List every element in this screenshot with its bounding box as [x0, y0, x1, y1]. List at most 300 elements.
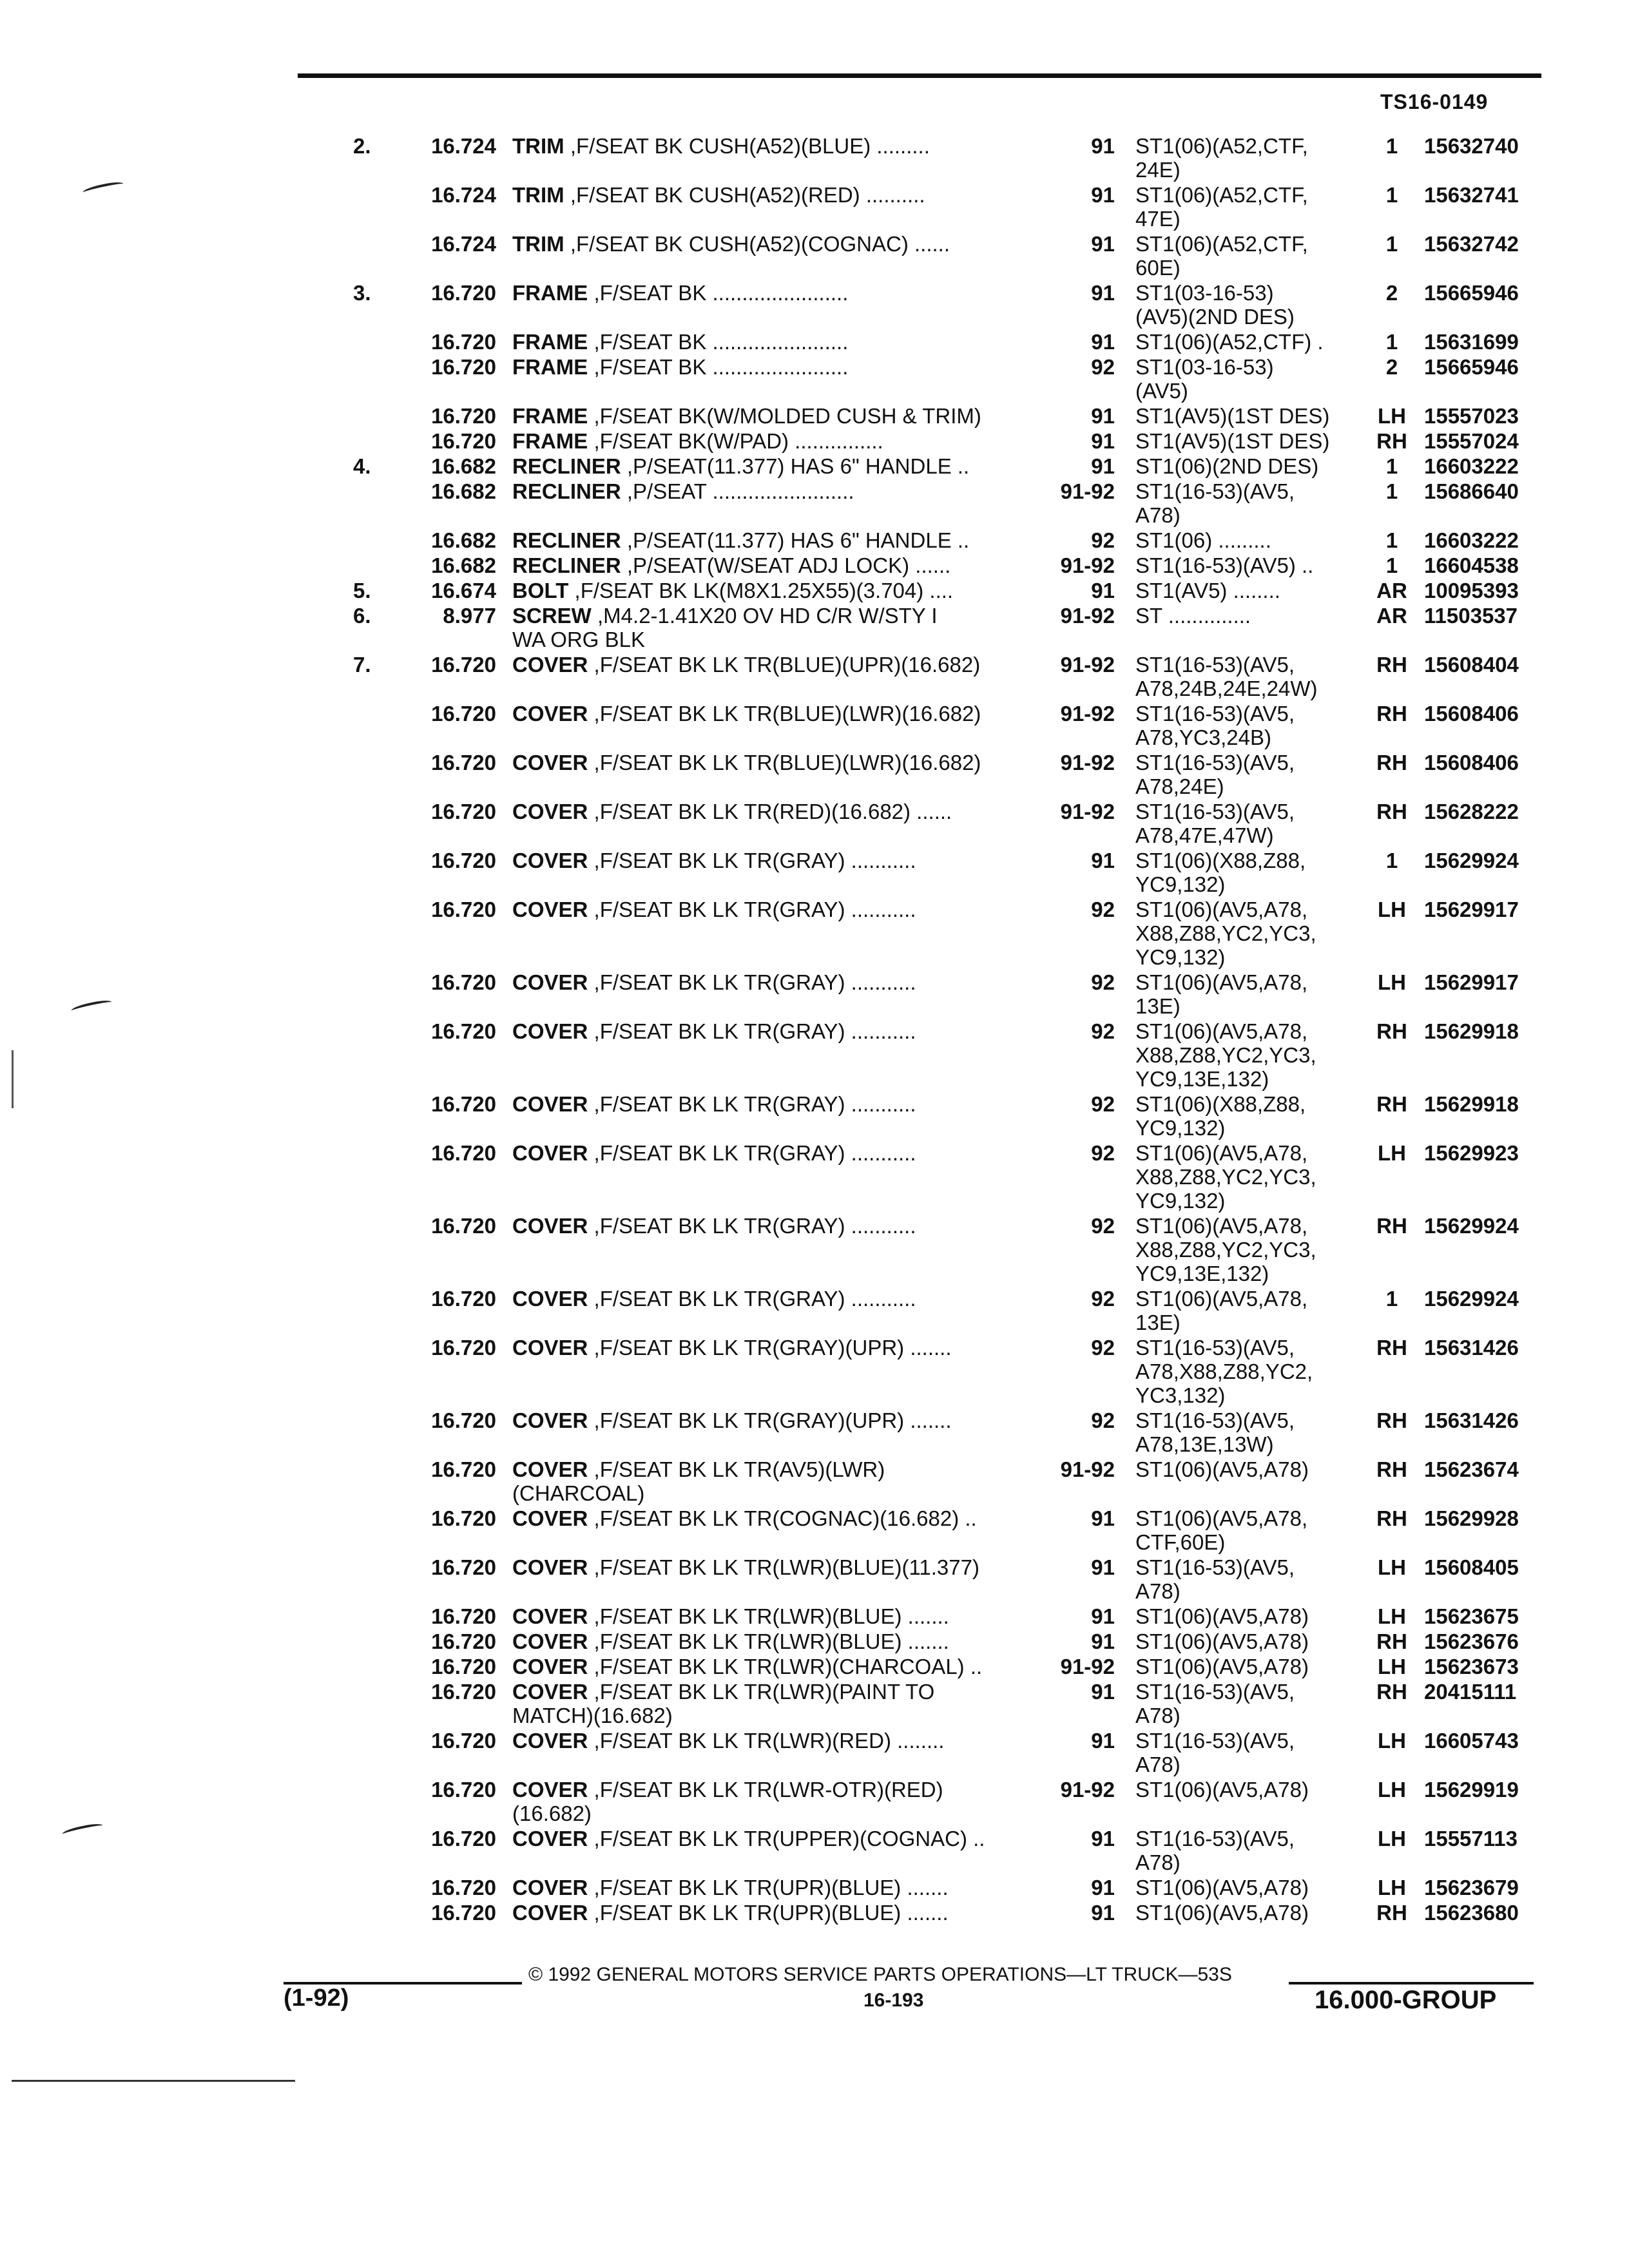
usage-continuation: 47E) [1135, 207, 1181, 231]
description-continuation: (16.682) [512, 1802, 592, 1825]
model-usage [1135, 1778, 1361, 1802]
part-description [512, 1827, 1047, 1850]
description-text: ,F/SEAT BK LK TR(GRAY) ........... [588, 1019, 916, 1043]
part-number: 15629918 [1424, 1019, 1519, 1043]
model-usage [1135, 454, 1361, 478]
group-number: 16.720 [431, 1629, 496, 1653]
margin-mark [82, 180, 124, 196]
part-description [512, 751, 1047, 774]
usage-continuation: A78) [1135, 1850, 1181, 1874]
model-year: 91 [1091, 1901, 1115, 1925]
usage-continuation: YC9,132) [1135, 872, 1226, 896]
part-description [512, 653, 1047, 677]
usage-text: ST1(06)(AV5,A78) [1135, 1457, 1309, 1481]
part-number: 15631699 [1424, 330, 1519, 354]
group-number: 16.724 [431, 183, 496, 207]
part-number: 15629928 [1424, 1506, 1519, 1530]
part-number: 15665946 [1424, 281, 1519, 305]
part-number: 16605743 [1424, 1729, 1519, 1753]
part-number: 15623679 [1424, 1876, 1519, 1899]
part-keyword: COVER [512, 1680, 588, 1704]
quantity: RH [1376, 1457, 1407, 1481]
usage-text: ST1(06)(AV5,A78, [1135, 1214, 1308, 1238]
usage-text: ST1(06)(AV5,A78) [1135, 1655, 1309, 1678]
group-number: 16.674 [431, 579, 496, 602]
model-year: 91 [1091, 849, 1115, 872]
description-continuation: WA ORG BLK [512, 628, 645, 651]
model-year: 91-92 [1060, 653, 1115, 677]
part-keyword: FRAME [512, 355, 588, 379]
description-text: ,F/SEAT BK ....................... [588, 281, 849, 305]
group-number: 16.720 [431, 1729, 496, 1753]
model-usage [1135, 330, 1361, 354]
part-number: 15608406 [1424, 751, 1519, 774]
usage-continuation: (AV5) [1135, 379, 1188, 403]
quantity: LH [1378, 1655, 1406, 1678]
description-text: ,F/SEAT BK CUSH(A52)(BLUE) ......... [564, 134, 930, 158]
model-year: 91 [1091, 1629, 1115, 1653]
model-usage [1135, 134, 1361, 182]
group-number: 16.720 [431, 1457, 496, 1481]
usage-text: ST1(06)(X88,Z88, [1135, 1092, 1306, 1116]
quantity: AR [1376, 604, 1407, 628]
usage-text: ST1(16-53)(AV5, [1135, 1408, 1295, 1432]
usage-text: ST1(03-16-53) [1135, 281, 1274, 305]
part-keyword: RECLINER [512, 454, 621, 478]
part-number: 15623676 [1424, 1629, 1519, 1653]
description-text: ,F/SEAT BK LK TR(GRAY)(UPR) ....... [588, 1336, 952, 1360]
part-keyword: COVER [512, 970, 588, 994]
usage-continuation: A78,47E,47W) [1135, 823, 1274, 847]
usage-text: ST1(16-53)(AV5, [1135, 1555, 1295, 1579]
usage-text: ST1(06)(AV5,A78, [1135, 970, 1308, 994]
usage-text: ST1(06)(AV5,A78, [1135, 1506, 1308, 1530]
part-keyword: COVER [512, 1778, 588, 1802]
part-description [512, 1408, 1047, 1432]
description-text: ,F/SEAT BK LK TR(UPR)(BLUE) ....... [588, 1901, 949, 1925]
model-usage [1135, 579, 1361, 602]
usage-continuation: YC9,132) [1135, 1189, 1226, 1213]
part-description [512, 579, 1047, 602]
description-text: ,F/SEAT BK LK TR(COGNAC)(16.682) .. [588, 1506, 977, 1530]
description-text: ,F/SEAT BK LK TR(LWR)(PAINT TO [588, 1680, 935, 1704]
group-number: 16.720 [431, 1555, 496, 1579]
model-year: 91 [1091, 1555, 1115, 1579]
usage-text: ST1(06)(AV5,A78) [1135, 1629, 1309, 1653]
model-year: 91 [1091, 579, 1115, 602]
part-number: 10095393 [1424, 579, 1519, 602]
description-continuation: (CHARCOAL) [512, 1481, 645, 1505]
model-year: 92 [1091, 1141, 1115, 1165]
part-number: 15629924 [1424, 849, 1519, 872]
usage-continuation: A78,24B,24E,24W) [1135, 677, 1318, 700]
model-usage [1135, 1901, 1361, 1925]
model-usage [1135, 404, 1361, 428]
usage-continuation: YC9,13E,132) [1135, 1262, 1269, 1285]
model-year: 91-92 [1060, 1778, 1115, 1802]
quantity: 1 [1385, 1287, 1398, 1311]
usage-continuation: A78) [1135, 1753, 1181, 1776]
usage-text: ST1(AV5)(1ST DES) [1135, 404, 1330, 428]
usage-text: ST1(06)(AV5,A78, [1135, 898, 1308, 921]
model-year: 91 [1091, 1876, 1115, 1899]
part-description [512, 281, 1047, 305]
item-number: 6. [353, 604, 371, 628]
usage-continuation: A78,X88,Z88,YC2, [1135, 1360, 1313, 1383]
quantity: RH [1376, 800, 1407, 823]
quantity: 1 [1385, 849, 1398, 872]
part-number: 15623680 [1424, 1901, 1519, 1925]
margin-tick [12, 1050, 14, 1108]
model-usage [1135, 1680, 1361, 1727]
footer-group: 16.000-GROUP [1315, 1986, 1497, 2014]
part-keyword: COVER [512, 1901, 588, 1925]
part-keyword: TRIM [512, 232, 564, 256]
part-description [512, 800, 1047, 823]
part-keyword: BOLT [512, 579, 569, 602]
part-description [512, 1019, 1047, 1043]
model-usage [1135, 1019, 1361, 1091]
part-keyword: FRAME [512, 404, 588, 428]
model-usage [1135, 355, 1361, 403]
group-number: 16.720 [431, 1092, 496, 1116]
part-number: 15623675 [1424, 1604, 1519, 1628]
quantity: 2 [1385, 281, 1398, 305]
group-number: 16.720 [431, 281, 496, 305]
quantity: LH [1378, 1778, 1406, 1802]
part-description [512, 1555, 1047, 1579]
model-year: 92 [1091, 970, 1115, 994]
model-usage [1135, 1827, 1361, 1874]
part-description [512, 702, 1047, 726]
quantity: LH [1378, 404, 1406, 428]
usage-continuation: YC3,132) [1135, 1383, 1226, 1407]
group-number: 16.720 [431, 404, 496, 428]
model-usage [1135, 232, 1361, 280]
group-number: 16.720 [431, 702, 496, 726]
quantity: 1 [1385, 330, 1398, 354]
quantity: 1 [1385, 528, 1398, 552]
usage-continuation: X88,Z88,YC2,YC3, [1135, 1165, 1316, 1189]
description-text: ,F/SEAT BK LK TR(LWR)(BLUE) ....... [588, 1629, 949, 1653]
usage-continuation: A78,13E,13W) [1135, 1432, 1274, 1456]
footer-date-code: (1-92) [284, 1984, 349, 2012]
model-usage [1135, 1141, 1361, 1213]
margin-mark [61, 1821, 103, 1838]
usage-text: ST1(06)(A52,CTF, [1135, 134, 1308, 158]
part-keyword: COVER [512, 1019, 588, 1043]
model-usage [1135, 1629, 1361, 1653]
group-number: 16.724 [431, 134, 496, 158]
model-usage [1135, 1092, 1361, 1140]
part-keyword: FRAME [512, 330, 588, 354]
part-description [512, 134, 1047, 158]
part-description [512, 479, 1047, 503]
group-number: 16.720 [431, 970, 496, 994]
part-keyword: COVER [512, 849, 588, 872]
part-number: 15557024 [1424, 429, 1519, 453]
quantity: RH [1376, 1019, 1407, 1043]
model-year: 92 [1091, 1408, 1115, 1432]
part-number: 15629924 [1424, 1287, 1519, 1311]
usage-text: ST1(16-53)(AV5, [1135, 1680, 1295, 1704]
usage-continuation: YC9,132) [1135, 1116, 1226, 1140]
part-number: 15629917 [1424, 970, 1519, 994]
part-keyword: COVER [512, 1287, 588, 1311]
part-number: 16603222 [1424, 454, 1519, 478]
model-year: 92 [1091, 528, 1115, 552]
usage-text: ST1(16-53)(AV5, [1135, 479, 1295, 503]
model-year: 91 [1091, 1604, 1115, 1628]
model-year: 92 [1091, 1019, 1115, 1043]
model-year: 91 [1091, 404, 1115, 428]
model-usage [1135, 429, 1361, 453]
group-number: 16.720 [431, 1408, 496, 1432]
usage-continuation: X88,Z88,YC2,YC3, [1135, 1238, 1316, 1262]
part-keyword: COVER [512, 1408, 588, 1432]
part-number: 15608405 [1424, 1555, 1519, 1579]
part-number: 15629923 [1424, 1141, 1519, 1165]
model-year: 92 [1091, 355, 1115, 379]
part-description [512, 898, 1047, 921]
part-description [512, 1457, 1047, 1505]
usage-text: ST1(16-53)(AV5, [1135, 1729, 1295, 1753]
model-usage [1135, 1876, 1361, 1899]
group-number: 16.720 [431, 1141, 496, 1165]
part-number: 15631426 [1424, 1408, 1519, 1432]
part-number: 15608404 [1424, 653, 1519, 677]
part-description [512, 1287, 1047, 1311]
description-text: ,F/SEAT BK LK TR(UPR)(BLUE) ....... [588, 1876, 949, 1899]
part-number: 15628222 [1424, 800, 1519, 823]
model-year: 91 [1091, 1680, 1115, 1704]
model-year: 92 [1091, 1214, 1115, 1238]
usage-continuation: A78,YC3,24B) [1135, 726, 1271, 749]
usage-continuation: A78) [1135, 1579, 1181, 1603]
usage-text: ST1(06)(X88,Z88, [1135, 849, 1306, 872]
quantity: 1 [1385, 134, 1398, 158]
quantity: RH [1376, 1336, 1407, 1360]
part-number: 16603222 [1424, 528, 1519, 552]
usage-text: ST1(06)(AV5,A78, [1135, 1019, 1308, 1043]
group-number: 16.720 [431, 1778, 496, 1802]
part-keyword: RECLINER [512, 553, 621, 577]
usage-text: ST1(06)(A52,CTF, [1135, 183, 1308, 207]
usage-text: ST1(16-53)(AV5) .. [1135, 553, 1314, 577]
model-year: 92 [1091, 1287, 1115, 1311]
quantity: LH [1378, 970, 1406, 994]
part-description [512, 1336, 1047, 1360]
quantity: LH [1378, 898, 1406, 921]
usage-text: ST1(06)(AV5,A78, [1135, 1287, 1308, 1311]
part-keyword: COVER [512, 1506, 588, 1530]
group-number: 16.720 [431, 1506, 496, 1530]
description-text: ,F/SEAT BK(W/MOLDED CUSH & TRIM) [588, 404, 981, 428]
part-keyword: COVER [512, 1457, 588, 1481]
usage-text: ST1(AV5) ........ [1135, 579, 1280, 602]
quantity: 2 [1385, 355, 1398, 379]
description-text: ,F/SEAT BK LK TR(GRAY) ........... [588, 898, 916, 921]
part-keyword: FRAME [512, 429, 588, 453]
model-usage [1135, 1655, 1361, 1678]
description-text: ,F/SEAT BK LK TR(GRAY) ........... [588, 970, 916, 994]
group-number: 16.720 [431, 1655, 496, 1678]
part-keyword: RECLINER [512, 479, 621, 503]
model-usage [1135, 970, 1361, 1018]
quantity: LH [1378, 1555, 1406, 1579]
description-text: ,F/SEAT BK LK TR(BLUE)(LWR)(16.682) [588, 702, 981, 726]
group-number: 16.720 [431, 1336, 496, 1360]
quantity: 1 [1385, 232, 1398, 256]
group-number: 16.682 [431, 528, 496, 552]
model-year: 91-92 [1060, 1457, 1115, 1481]
usage-text: ST1(06)(A52,CTF, [1135, 232, 1308, 256]
description-text: ,F/SEAT BK LK TR(GRAY) ........... [588, 1287, 916, 1311]
group-number: 16.720 [431, 751, 496, 774]
model-year: 91-92 [1060, 479, 1115, 503]
part-description [512, 330, 1047, 354]
quantity: RH [1376, 1680, 1407, 1704]
model-usage [1135, 1506, 1361, 1554]
model-usage [1135, 1729, 1361, 1776]
part-description [512, 232, 1047, 256]
part-number: 20415111 [1424, 1680, 1517, 1704]
model-year: 91-92 [1060, 553, 1115, 577]
part-description [512, 1655, 1047, 1678]
part-description [512, 429, 1047, 453]
quantity: RH [1376, 1092, 1407, 1116]
part-keyword: COVER [512, 1629, 588, 1653]
group-number: 16.682 [431, 454, 496, 478]
model-year: 91 [1091, 183, 1115, 207]
description-text: ,F/SEAT BK LK TR(AV5)(LWR) [588, 1457, 885, 1481]
part-description [512, 404, 1047, 428]
description-text: ,P/SEAT(11.377) HAS 6" HANDLE .. [621, 528, 970, 552]
part-keyword: COVER [512, 751, 588, 774]
quantity: LH [1378, 1729, 1406, 1753]
model-usage [1135, 849, 1361, 896]
part-keyword: COVER [512, 653, 588, 677]
usage-text: ST1(06)(AV5,A78) [1135, 1778, 1309, 1802]
part-number: 15608406 [1424, 702, 1519, 726]
quantity: 1 [1385, 183, 1398, 207]
usage-text: ST1(AV5)(1ST DES) [1135, 429, 1330, 453]
part-keyword: TRIM [512, 183, 564, 207]
description-text: ,P/SEAT(11.377) HAS 6" HANDLE .. [621, 454, 970, 478]
part-keyword: COVER [512, 1827, 588, 1850]
part-number: 15629924 [1424, 1214, 1519, 1238]
part-description [512, 1680, 1047, 1727]
group-number: 16.720 [431, 1876, 496, 1899]
footer-page-number: 16-193 [863, 1990, 924, 2011]
part-description [512, 1604, 1047, 1628]
part-keyword: COVER [512, 1336, 588, 1360]
model-usage [1135, 553, 1361, 577]
model-usage [1135, 1408, 1361, 1456]
description-text: ,F/SEAT BK LK TR(GRAY) ........... [588, 1092, 916, 1116]
group-number: 16.720 [431, 1827, 496, 1850]
usage-continuation: A78) [1135, 503, 1181, 527]
description-text: ,P/SEAT ........................ [621, 479, 854, 503]
part-keyword: COVER [512, 898, 588, 921]
usage-continuation: CTF,60E) [1135, 1530, 1226, 1554]
item-number: 2. [353, 134, 371, 158]
usage-continuation: A78,24E) [1135, 774, 1224, 798]
model-year: 91-92 [1060, 604, 1115, 628]
part-keyword: COVER [512, 1655, 588, 1678]
model-year: 91 [1091, 134, 1115, 158]
part-keyword: COVER [512, 1555, 588, 1579]
description-continuation: MATCH)(16.682) [512, 1704, 673, 1727]
usage-text: ST1(16-53)(AV5, [1135, 653, 1295, 677]
part-description [512, 970, 1047, 994]
description-text: ,F/SEAT BK(W/PAD) ............... [588, 429, 883, 453]
model-usage [1135, 479, 1361, 527]
quantity: LH [1378, 1141, 1406, 1165]
description-text: ,F/SEAT BK LK TR(GRAY) ........... [588, 1141, 916, 1165]
model-year: 91 [1091, 281, 1115, 305]
usage-continuation: A78) [1135, 1704, 1181, 1727]
quantity: RH [1376, 1506, 1407, 1530]
part-description [512, 1629, 1047, 1653]
part-number: 15629919 [1424, 1778, 1519, 1802]
item-number: 3. [353, 281, 371, 305]
group-number: 16.720 [431, 1901, 496, 1925]
model-usage [1135, 702, 1361, 749]
model-year: 91-92 [1060, 1655, 1115, 1678]
footer-copyright: © 1992 GENERAL MOTORS SERVICE PARTS OPERATIONS—LT TRUCK—53S [528, 1964, 1232, 1985]
usage-text: ST1(06)(AV5,A78) [1135, 1876, 1309, 1899]
quantity: LH [1378, 1604, 1406, 1628]
model-usage [1135, 751, 1361, 798]
part-description [512, 1901, 1047, 1925]
quantity: RH [1376, 1214, 1407, 1238]
description-text: ,M4.2-1.41X20 OV HD C/R W/STY I [591, 604, 938, 628]
part-number: 15632741 [1424, 183, 1519, 207]
part-number: 15631426 [1424, 1336, 1519, 1360]
group-number: 16.720 [431, 800, 496, 823]
group-number: 16.720 [431, 1680, 496, 1704]
description-text: ,F/SEAT BK LK TR(UPPER)(COGNAC) .. [588, 1827, 985, 1850]
description-text: ,F/SEAT BK LK TR(LWR-OTR)(RED) [588, 1778, 943, 1802]
model-year: 92 [1091, 1092, 1115, 1116]
model-usage [1135, 1336, 1361, 1407]
usage-continuation: 24E) [1135, 158, 1181, 182]
group-number: 16.720 [431, 898, 496, 921]
part-keyword: COVER [512, 1604, 588, 1628]
quantity: AR [1376, 579, 1407, 602]
item-number: 4. [353, 454, 371, 478]
model-usage [1135, 281, 1361, 329]
group-number: 16.724 [431, 232, 496, 256]
description-text: ,F/SEAT BK LK TR(GRAY) ........... [588, 1214, 916, 1238]
model-year: 92 [1091, 898, 1115, 921]
part-keyword: COVER [512, 1876, 588, 1899]
part-description [512, 1778, 1047, 1825]
quantity: RH [1376, 1629, 1407, 1653]
model-usage [1135, 1457, 1361, 1481]
description-text: ,F/SEAT BK CUSH(A52)(COGNAC) ...... [564, 232, 950, 256]
usage-continuation: X88,Z88,YC2,YC3, [1135, 921, 1316, 945]
part-keyword: COVER [512, 1214, 588, 1238]
model-year: 91 [1091, 330, 1115, 354]
quantity: LH [1378, 1876, 1406, 1899]
model-year: 91-92 [1060, 800, 1115, 823]
description-text: ,F/SEAT BK LK TR(GRAY)(UPR) ....... [588, 1408, 952, 1432]
usage-continuation: YC9,13E,132) [1135, 1067, 1269, 1091]
part-number: 15623673 [1424, 1655, 1519, 1678]
model-usage [1135, 653, 1361, 700]
